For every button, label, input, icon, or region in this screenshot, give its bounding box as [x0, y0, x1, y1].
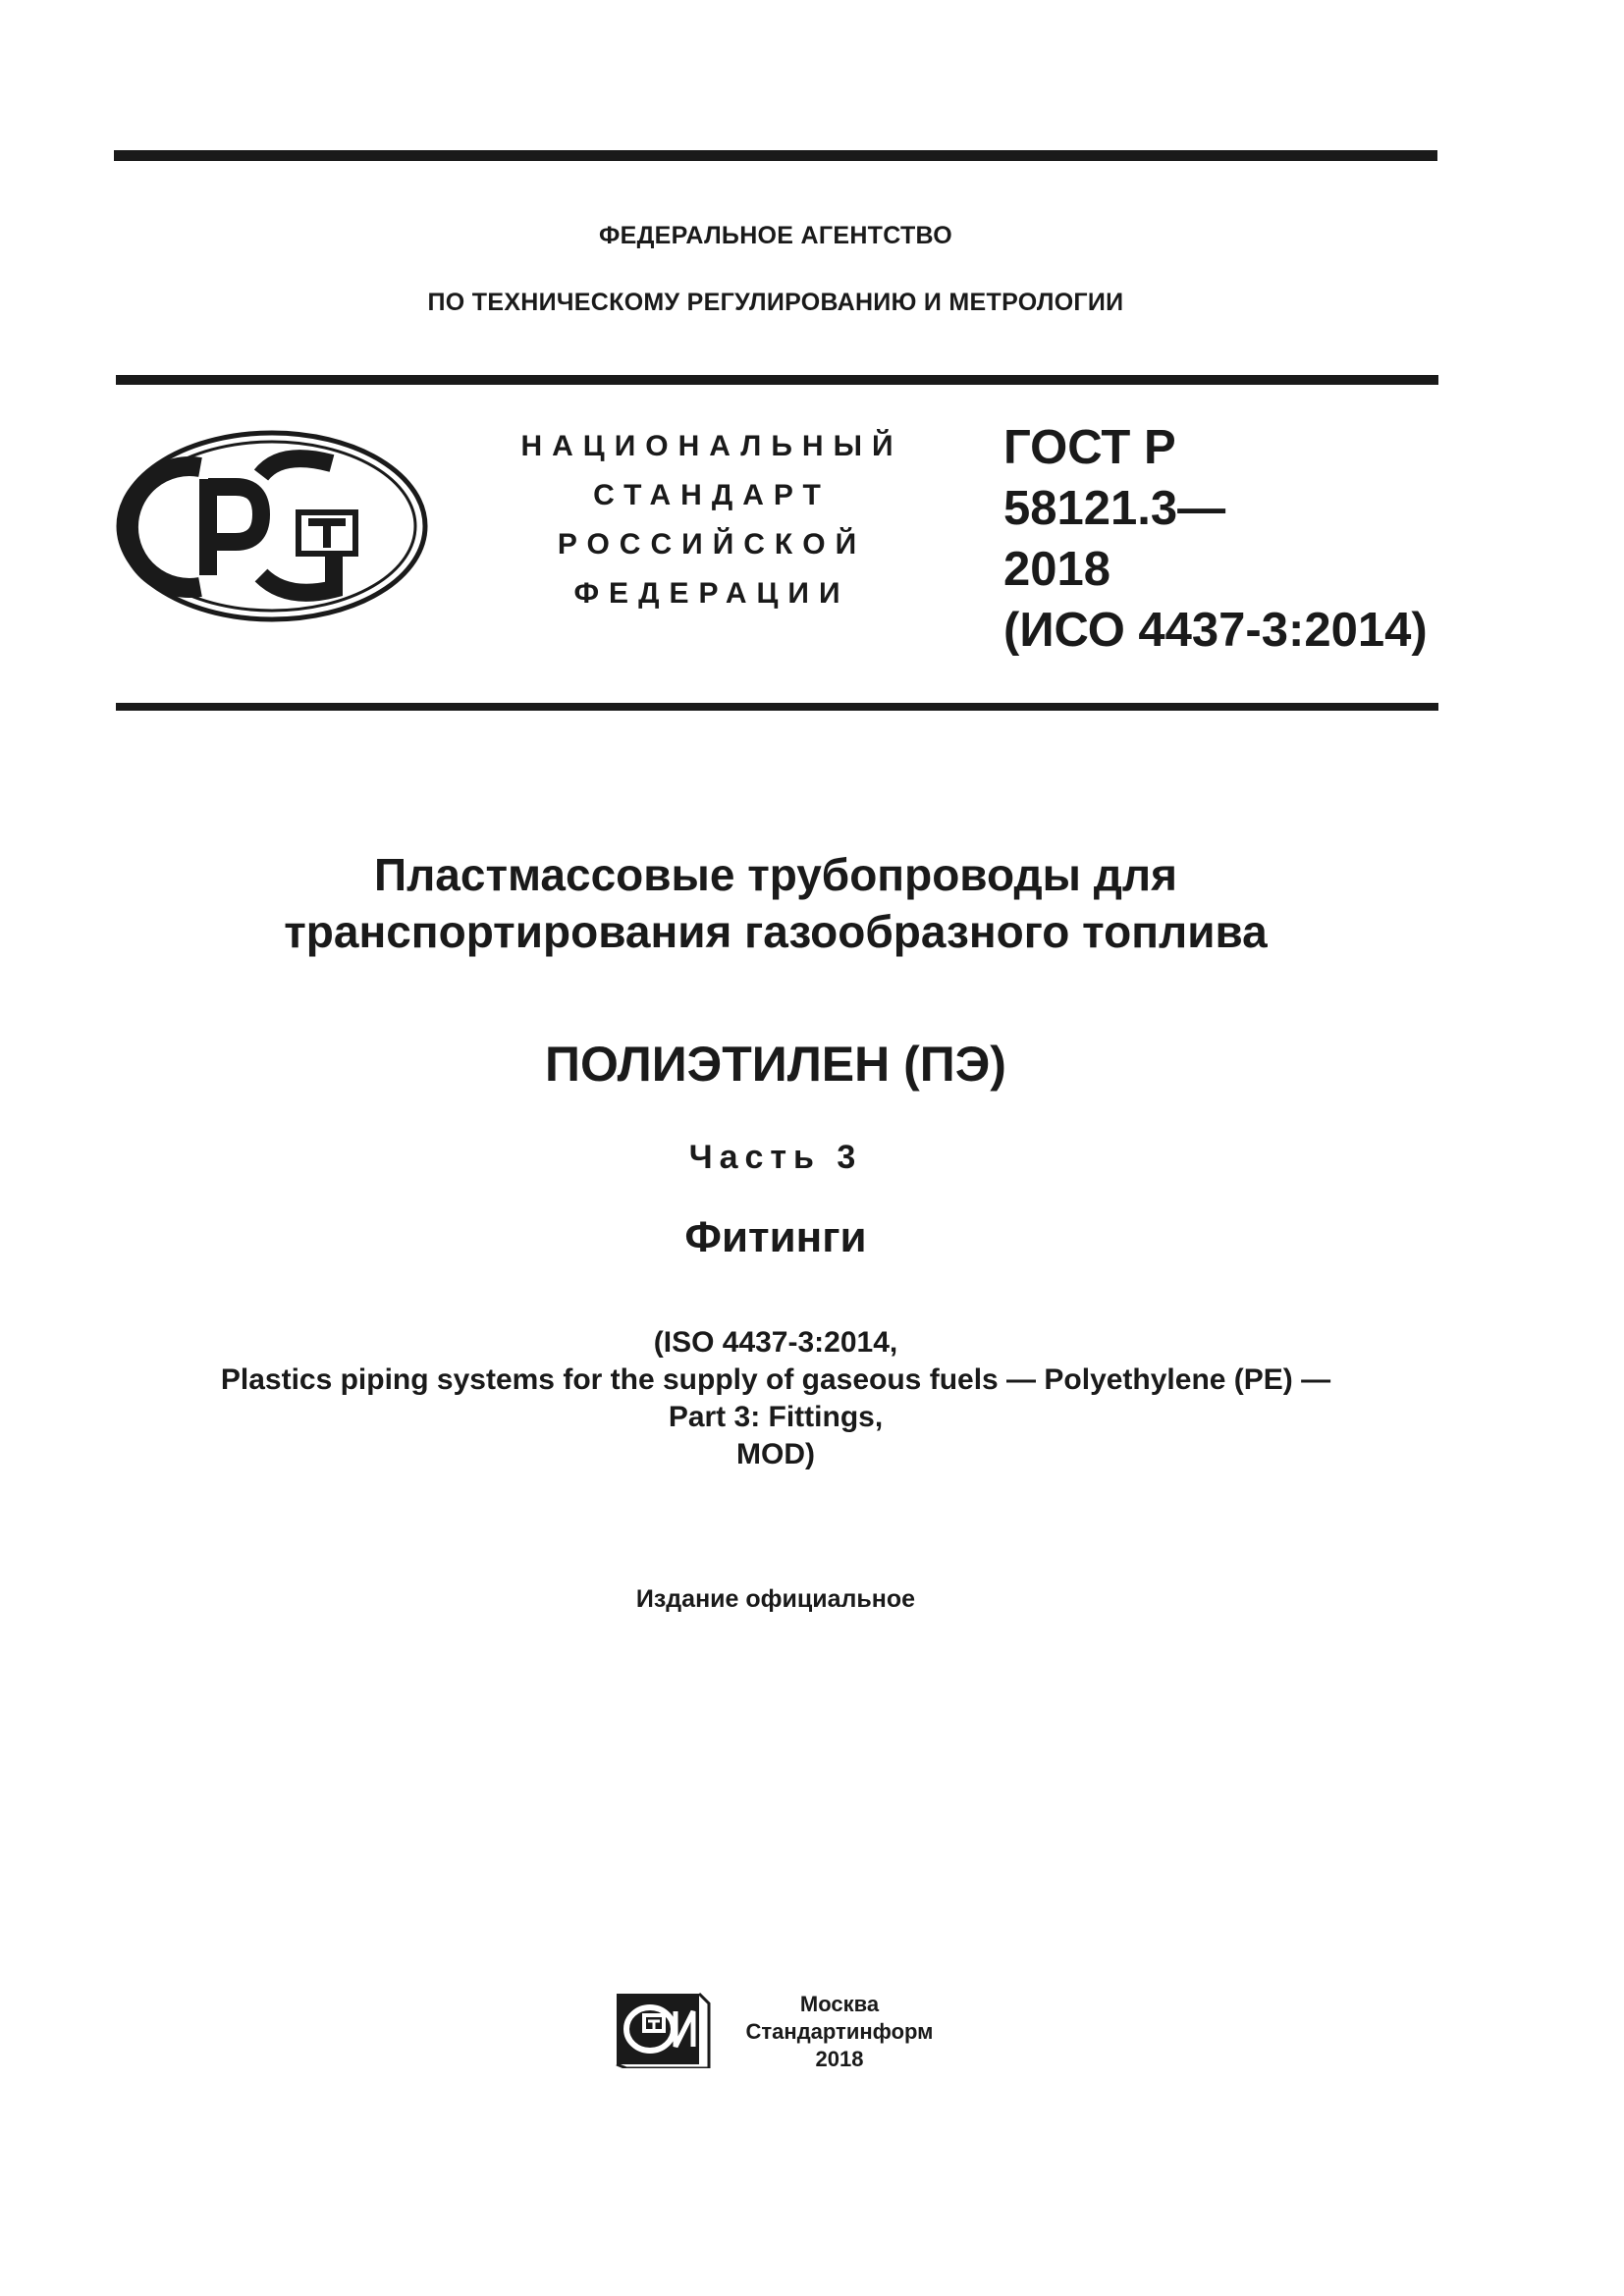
national-line: СТАНДАРТ	[593, 479, 831, 511]
designation-line: ГОСТ Р	[1003, 421, 1176, 474]
national-line: РОССИЙСКОЙ	[557, 528, 867, 561]
header-top-divider	[116, 375, 1438, 385]
document-subtitle: ПОЛИЭТИЛЕН (ПЭ)	[545, 1037, 1006, 1092]
rst-emblem-icon	[114, 428, 430, 624]
designation-line: (ИСО 4437-3:2014)	[1003, 604, 1428, 657]
iso-reference	[0, 1324, 1551, 1473]
top-divider	[114, 150, 1437, 161]
national-line: ФЕДЕРАЦИИ	[573, 577, 850, 610]
agency-name-line-2: ПО ТЕХНИЧЕСКОМУ РЕГУЛИРОВАНИЮ И МЕТРОЛОГИИ	[427, 289, 1124, 316]
header-bottom-divider	[116, 703, 1438, 711]
agency-name-line-1: ФЕДЕРАЛЬНОЕ АГЕНТСТВО	[598, 222, 953, 249]
title-line-1: Пластмассовые трубопроводы для	[374, 849, 1177, 900]
designation-line: 58121.3—	[1003, 482, 1226, 535]
national-standard-heading	[471, 422, 952, 618]
national-line: НАЦИОНАЛЬНЫЙ	[520, 430, 903, 462]
iso-line-2: Plastics piping systems for the supply of gaseous fuels — Polyethylene (PE) —	[220, 1363, 1331, 1396]
publisher-imprint	[727, 1991, 952, 2073]
part-number: Часть 3	[688, 1139, 863, 1176]
designation-line: 2018	[1003, 543, 1111, 596]
publisher-city: Москва	[799, 1992, 880, 2016]
publisher-year: 2018	[815, 2047, 864, 2071]
edition-label: Издание официальное	[635, 1585, 916, 1613]
standartinform-logo-icon	[615, 1990, 711, 2068]
publisher-name: Стандартинформ	[745, 2019, 934, 2044]
iso-line-3: Part 3: Fittings,	[668, 1401, 884, 1433]
iso-line-1: (ISO 4437-3:2014,	[653, 1326, 898, 1359]
standard-designation	[1003, 417, 1428, 661]
iso-line-4: MOD)	[736, 1438, 815, 1470]
title-line-2: транспортирования газообразного топлива	[284, 906, 1268, 957]
part-name: Фитинги	[684, 1213, 867, 1261]
document-title	[0, 846, 1551, 960]
